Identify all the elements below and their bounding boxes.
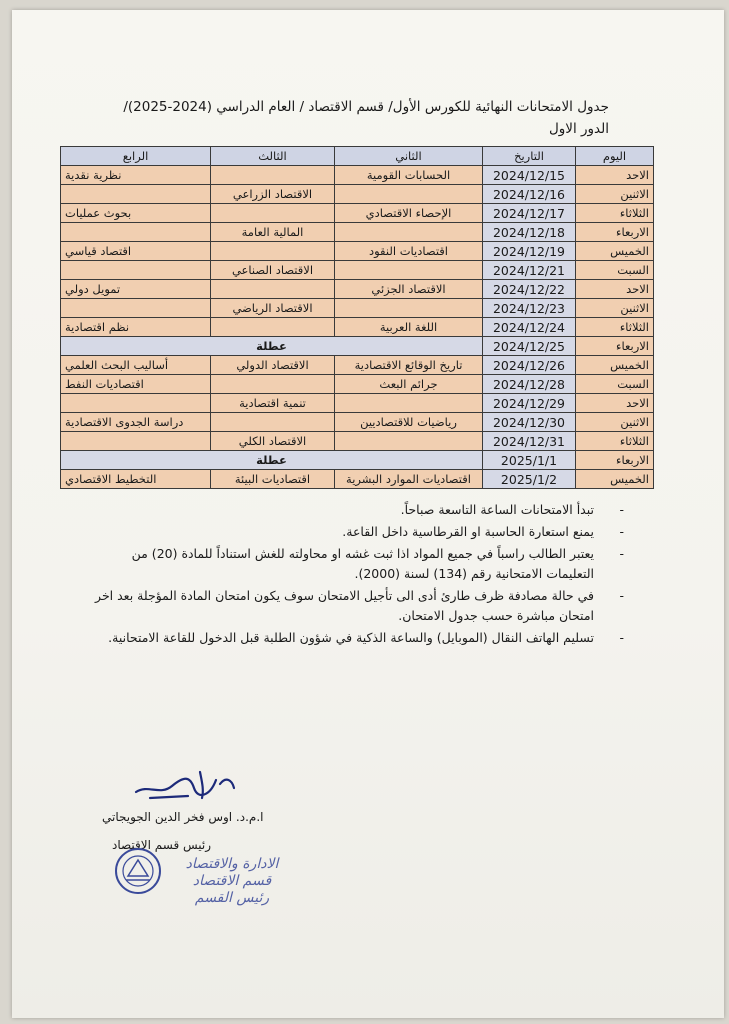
cell-date: 2024/12/16 [483,185,576,204]
cell-day: الثلاثاء [576,318,654,337]
cell-fourth: أساليب البحث العلمي [61,356,211,375]
table-row [61,242,654,261]
table-row [61,204,654,223]
department-stamp [172,856,292,926]
cell-third [211,280,335,299]
cell-day: الاثنين [576,185,654,204]
bullet-dash: - [619,630,624,645]
table-row [61,451,654,470]
cell-third [211,375,335,394]
cell-date: 2024/12/23 [483,299,576,318]
instruction-item [94,586,624,626]
cell-second: الحسابات القومية [335,166,483,185]
cell-day: السبت [576,375,654,394]
signatory-role: رئيس قسم الاقتصاد [112,838,212,852]
stamp-line-1: الادارة والاقتصاد [185,856,279,872]
cell-third [211,242,335,261]
cell-day: الاحد [576,166,654,185]
cell-date: 2024/12/31 [483,432,576,451]
instruction-text: تبدأ الامتحانات الساعة التاسعة صباحاً. [400,502,594,517]
cell-day: الاثنين [576,299,654,318]
cell-day: الاربعاء [576,451,654,470]
stamp-line-3: رئيس القسم [194,890,270,906]
instruction-text: تسليم الهاتف النقال (الموبايل) والساعة الذكية في شؤون الطلبة قبل الدخول للقاعة الامتحانية. [108,630,594,645]
bullet-dash: - [619,546,624,561]
cell-fourth: تمويل دولي [61,280,211,299]
cell-fourth: التخطيط الاقتصادي [61,470,211,489]
cell-third [211,166,335,185]
cell-second [335,185,483,204]
table-row [61,394,654,413]
table-row [61,166,654,185]
cell-date: 2024/12/15 [483,166,576,185]
cell-day: الخميس [576,356,654,375]
table-row [61,356,654,375]
cell-fourth: اقتصاديات النفط [61,375,211,394]
cell-date: 2024/12/28 [483,375,576,394]
header-second: الثاني [335,147,483,166]
cell-second: الإحصاء الاقتصادي [335,204,483,223]
header-day: اليوم [576,147,654,166]
table-row [61,432,654,451]
table-header-row [61,147,654,166]
cell-second: تاريخ الوقائع الاقتصادية [335,356,483,375]
cell-date: 2025/1/1 [483,451,576,470]
cell-fourth: نظرية نقدية [61,166,211,185]
cell-third: الاقتصاد الكلي [211,432,335,451]
cell-date: 2024/12/22 [483,280,576,299]
cell-day: الاثنين [576,413,654,432]
instruction-text: في حالة مصادفة ظرف طارئ أدى الى تأجيل الامتحان سوف يكون امتحان المادة المؤجلة بعد اخر امتحان مباشرة حسب جدول الامتحان. [95,588,594,623]
cell-third: تنمية اقتصادية [211,394,335,413]
cell-holiday: عطلة [61,337,483,356]
cell-second: رياضيات للاقتصاديين [335,413,483,432]
cell-day: السبت [576,261,654,280]
table-row [61,280,654,299]
instruction-item [94,522,624,542]
cell-fourth [61,299,211,318]
cell-third: اقتصاديات البيئة [211,470,335,489]
cell-date: 2025/1/2 [483,470,576,489]
cell-second: اللغة العربية [335,318,483,337]
cell-fourth: نظم اقتصادية [61,318,211,337]
table-row [61,337,654,356]
cell-fourth [61,432,211,451]
bullet-dash: - [619,502,624,517]
cell-second [335,223,483,242]
table-row [61,470,654,489]
cell-holiday: عطلة [61,451,483,470]
instruction-item [94,628,624,648]
cell-third [211,318,335,337]
cell-day: الخميس [576,242,654,261]
cell-date: 2024/12/29 [483,394,576,413]
cell-fourth [61,394,211,413]
table-row [61,223,654,242]
header-third: الثالث [211,147,335,166]
cell-second [335,261,483,280]
cell-date: 2024/12/21 [483,261,576,280]
cell-fourth: دراسة الجدوى الاقتصادية [61,413,211,432]
cell-date: 2024/12/26 [483,356,576,375]
bullet-dash: - [619,588,624,603]
cell-third: الاقتصاد الصناعي [211,261,335,280]
title-line-2: الدور الاول [548,121,609,137]
cell-second [335,299,483,318]
instruction-item [94,544,624,584]
university-seal-icon [108,846,168,896]
cell-third: المالية العامة [211,223,335,242]
cell-fourth [61,185,211,204]
instruction-item [94,500,624,520]
instruction-text: يعتبر الطالب راسباً في جميع المواد اذا ثبت غشه او محاولته للغش استناداً للمادة (20) من التعليمات الامتحانية رقم (134) لسنة (2000). [131,546,594,581]
title-line-1: جدول الامتحانات النهائية للكورس الأول/ قسم الاقتصاد / العام الدراسي (2024-2025)/ [123,99,609,115]
cell-second [335,432,483,451]
cell-date: 2024/12/17 [483,204,576,223]
table-row [61,185,654,204]
table-row [61,299,654,318]
header-date: التاريخ [483,147,576,166]
instruction-text: يمنع استعارة الحاسبة او القرطاسية داخل القاعة. [342,524,594,539]
cell-second: جرائم البعث [335,375,483,394]
cell-fourth [61,223,211,242]
cell-day: الاحد [576,394,654,413]
bullet-dash: - [619,524,624,539]
instructions-list [94,500,624,650]
cell-third: الاقتصاد الزراعي [211,185,335,204]
cell-day: الثلاثاء [576,204,654,223]
header-fourth: الرابع [61,147,211,166]
cell-date: 2024/12/25 [483,337,576,356]
cell-fourth [61,261,211,280]
cell-second: الاقتصاد الجزئي [335,280,483,299]
cell-second: اقتصاديات النقود [335,242,483,261]
cell-third: الاقتصاد الرياضي [211,299,335,318]
signatory-name: ا.م.د. اوس فخر الدين الجويجاتي [102,810,264,824]
cell-day: الاحد [576,280,654,299]
table-row [61,261,654,280]
table-row [61,413,654,432]
table-body [61,166,654,489]
table-row [61,375,654,394]
cell-day: الثلاثاء [576,432,654,451]
document-title [89,96,609,140]
table-row [61,318,654,337]
cell-third: الاقتصاد الدولي [211,356,335,375]
cell-fourth: اقتصاد قياسي [61,242,211,261]
exam-schedule-table [60,146,654,489]
cell-day: الاربعاء [576,223,654,242]
cell-date: 2024/12/30 [483,413,576,432]
cell-day: الاربعاء [576,337,654,356]
cell-fourth: بحوث عمليات [61,204,211,223]
cell-third [211,204,335,223]
cell-date: 2024/12/19 [483,242,576,261]
cell-date: 2024/12/24 [483,318,576,337]
cell-second: اقتصاديات الموارد البشرية [335,470,483,489]
cell-third [211,413,335,432]
stamp-line-2: قسم الاقتصاد [192,873,272,889]
document-page [12,10,724,1018]
cell-day: الخميس [576,470,654,489]
cell-date: 2024/12/18 [483,223,576,242]
signature [130,762,240,804]
cell-second [335,394,483,413]
